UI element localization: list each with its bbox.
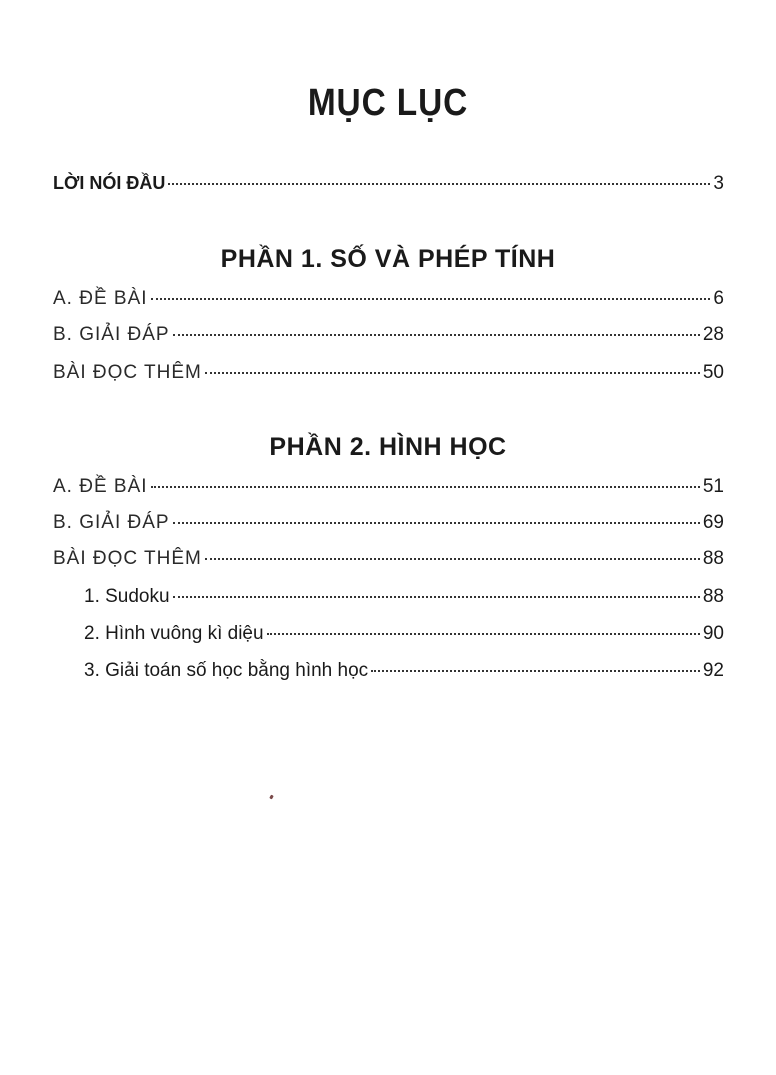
toc-entry-part1-problems[interactable] [53, 288, 724, 314]
toc-entry-label: B. GIẢI ĐÁP [53, 324, 170, 345]
toc-entry-part1-solutions[interactable] [53, 324, 724, 350]
toc-page-number: 88 [702, 586, 724, 607]
toc-entry-part2-problems[interactable] [53, 476, 724, 502]
dot-leader [173, 334, 700, 336]
page-title: MỤC LỤC [307, 82, 469, 124]
dot-leader [151, 486, 700, 488]
toc-page-number: 92 [702, 660, 724, 681]
toc-entry-part2-solutions[interactable] [53, 512, 724, 538]
toc-subentry-magic-square[interactable] [84, 623, 724, 649]
toc-entry-label: A. ĐỀ BÀI [53, 476, 148, 497]
section-heading-part1: PHẦN 1. SỐ VÀ PHÉP TÍNH [220, 245, 556, 273]
dot-leader [267, 633, 700, 635]
toc-page-number: 28 [702, 324, 724, 345]
dot-leader [151, 298, 711, 300]
toc-entry-label: A. ĐỀ BÀI [53, 288, 148, 309]
toc-entry-preface[interactable] [53, 173, 724, 199]
dot-leader [205, 558, 700, 560]
toc-entry-part1-reading[interactable] [53, 362, 724, 388]
toc-entry-label: 3. Giải toán số học bằng hình học [84, 660, 369, 681]
toc-entry-label: 2. Hình vuông kì diệu [84, 623, 264, 644]
dot-leader [173, 596, 700, 598]
section-heading-part2: PHẦN 2. HÌNH HỌC [269, 433, 507, 461]
toc-page-number: 90 [702, 623, 724, 644]
toc-page-number: 88 [702, 548, 724, 569]
ink-speck [269, 795, 274, 800]
toc-entry-label: LỜI NÓI ĐẦU [53, 173, 166, 193]
dot-leader [371, 670, 700, 672]
toc-page-number: 3 [713, 173, 724, 194]
toc-entry-label: B. GIẢI ĐÁP [53, 512, 170, 533]
toc-entry-label: 1. Sudoku [84, 586, 170, 607]
toc-entry-label: BÀI ĐỌC THÊM [53, 362, 202, 383]
toc-page-number: 6 [713, 288, 724, 309]
toc-entry-part2-reading[interactable] [53, 548, 724, 574]
toc-page-number: 69 [702, 512, 724, 533]
dot-leader [205, 372, 700, 374]
toc-subentry-geometry-arithmetic[interactable] [84, 660, 724, 686]
toc-page-number: 50 [702, 362, 724, 383]
toc-entry-label: BÀI ĐỌC THÊM [53, 548, 202, 569]
toc-page-number: 51 [702, 476, 724, 497]
dot-leader [168, 183, 710, 185]
dot-leader [173, 522, 700, 524]
toc-subentry-sudoku[interactable] [84, 586, 724, 612]
